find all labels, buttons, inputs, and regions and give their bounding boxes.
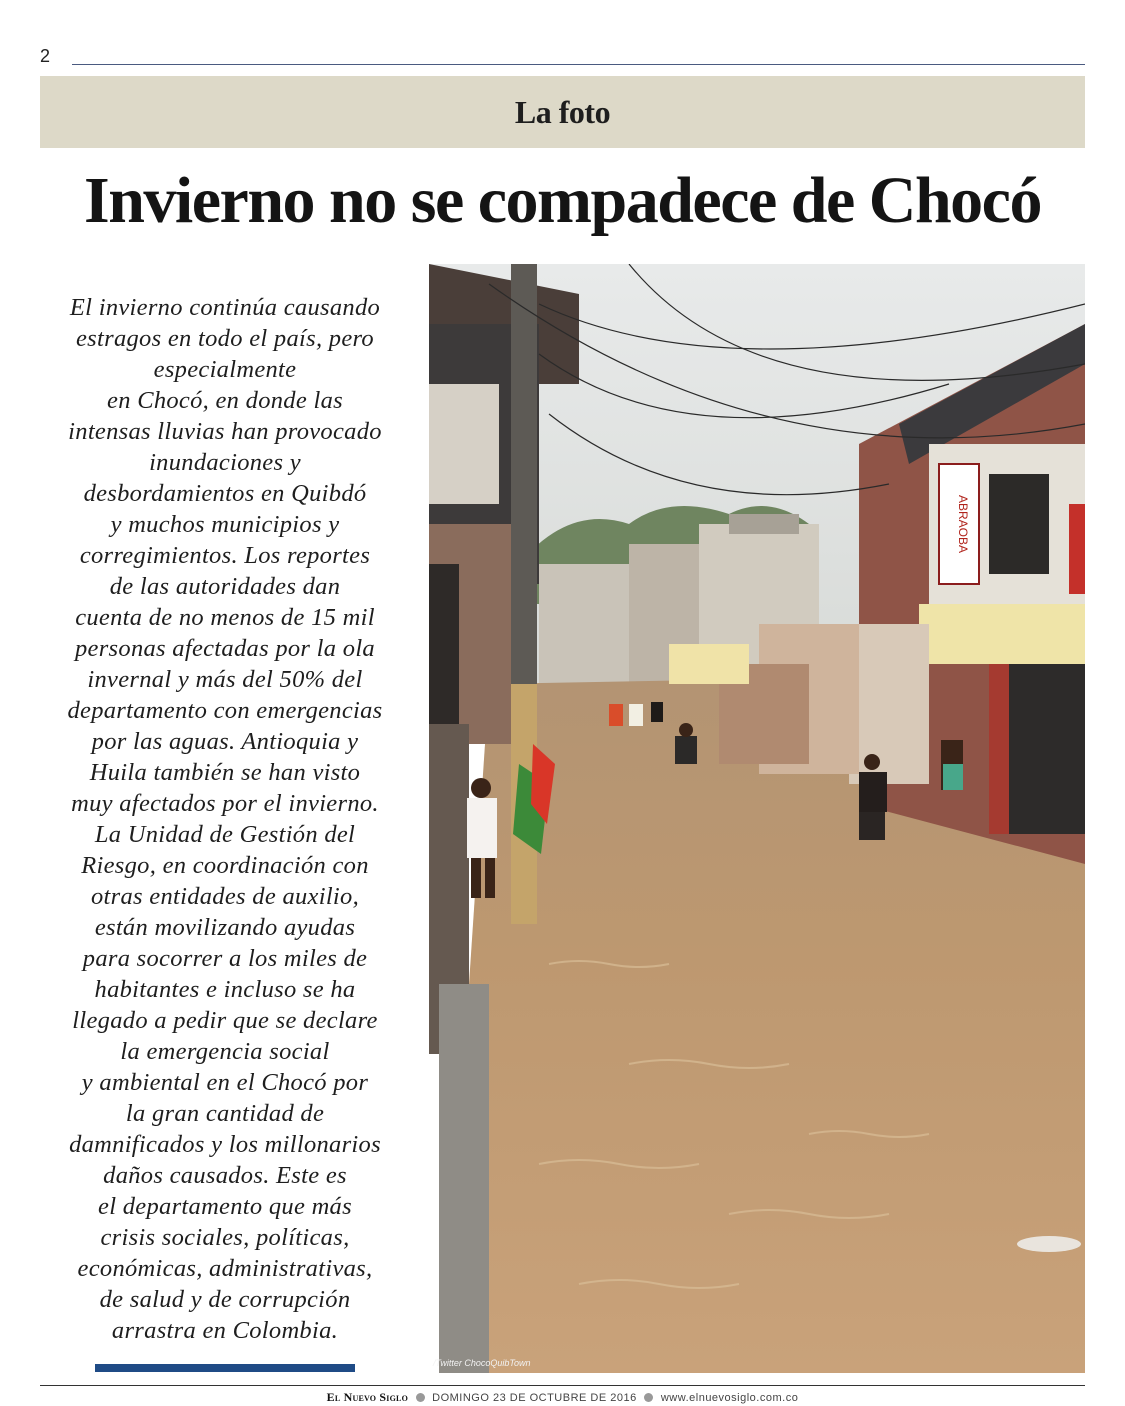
body-line: otras entidades de auxilio, <box>90 883 360 910</box>
body-line: habitantes e incluso se ha <box>94 976 356 1003</box>
body-line: de las autoridades dan <box>109 573 341 600</box>
body-line: desbordamientos en Quibdó <box>83 480 367 507</box>
body-line: para socorrer a los miles de <box>82 945 368 972</box>
body-line: llegado a pedir que se declare <box>72 1007 378 1034</box>
footer-brand: El Nuevo Siglo <box>326 1390 408 1404</box>
flooded-street-photo <box>429 264 1085 1373</box>
body-line: daños causados. Este es <box>103 1162 347 1189</box>
body-line: El invierno continúa causando <box>69 294 381 321</box>
body-line: estragos en todo el país, pero <box>76 325 374 352</box>
body-line: damnificados y los millonarios <box>69 1131 381 1158</box>
footer-website[interactable]: www.elnuevosiglo.com.co <box>660 1392 799 1404</box>
body-line: La Unidad de Gestión del <box>94 821 356 848</box>
body-line: cuenta de no menos de 15 mil <box>75 604 375 631</box>
page-number: 2 <box>40 46 51 66</box>
body-line: económicas, administrativas, <box>77 1255 373 1282</box>
top-rule <box>72 64 1085 65</box>
footer-separator-dot <box>416 1393 425 1402</box>
body-line: Huila también se han visto <box>89 759 361 786</box>
body-line: en Chocó, en donde las <box>107 387 343 414</box>
body-line: personas afectadas por la ola <box>75 635 375 662</box>
body-line: crisis sociales, políticas, <box>100 1224 350 1251</box>
body-line: están movilizando ayudas <box>94 914 356 941</box>
body-line: la emergencia social <box>120 1038 330 1065</box>
shop-sign-text: ABRAOBA <box>956 494 970 554</box>
body-line: intensas lluvias han provocado <box>68 418 382 445</box>
body-line: el departamento que más <box>98 1193 352 1220</box>
footer-separator-dot <box>644 1393 653 1402</box>
body-line: invernal y más del 50% del <box>87 666 363 693</box>
body-line: departamento con emergencias <box>67 697 383 724</box>
body-line: de salud y de corrupción <box>99 1286 351 1313</box>
body-line: Riesgo, en coordinación con <box>81 852 369 879</box>
article-body <box>40 292 410 1346</box>
section-label: La foto <box>514 93 611 130</box>
page-footer <box>0 1390 1125 1405</box>
body-line: por las aguas. Antioquia y <box>91 728 359 755</box>
body-line: arrastra en Colombia. <box>111 1317 339 1344</box>
photo-credit: /Twitter ChocoQuibTown <box>433 1358 531 1368</box>
body-line: muy afectados por el invierno. <box>71 790 379 817</box>
footer-date: DOMINGO 23 DE OCTUBRE DE 2016 <box>432 1392 637 1404</box>
article-end-bar <box>95 1364 355 1372</box>
body-line: y muchos municipios y <box>110 511 340 538</box>
body-line: corregimientos. Los reportes <box>79 542 371 569</box>
body-line: inundaciones y <box>149 449 301 476</box>
body-line: y ambiental en el Chocó por <box>81 1069 369 1096</box>
bottom-rule <box>40 1385 1085 1386</box>
body-line: especialmente <box>153 356 297 383</box>
headline: Invierno no se compadece de Chocó <box>84 164 1041 237</box>
body-line: la gran cantidad de <box>125 1100 325 1127</box>
section-band <box>40 76 1085 148</box>
